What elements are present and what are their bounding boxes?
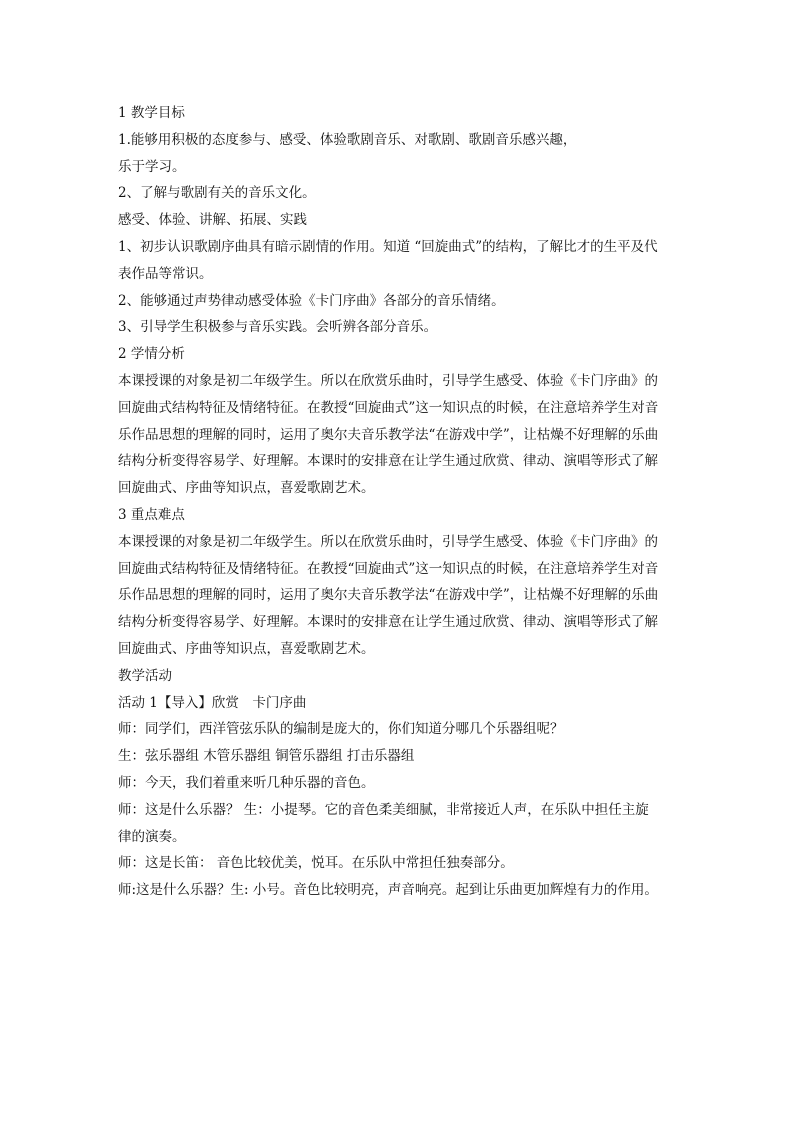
difficulty-line: 回旋曲式、序曲等知识点，喜爱歌剧艺术。	[118, 640, 375, 657]
dialogue-line: 律的演奏。	[118, 828, 186, 845]
heading-teaching-goals: 1 教学目标	[118, 105, 185, 121]
dialogue-line: 师：同学们，西洋管弦乐队的编制是庞大的，你们知道分哪几个乐器组呢？	[118, 721, 564, 738]
analysis-line: 结构分析变得容易学、好理解。本课时的安排意在让学生通过欣赏、律动、演唱等形式了解	[118, 453, 658, 470]
objective-line: 1、初步认识歌剧序曲具有暗示剧情的作用。知道 “回旋曲式”的结构，了解比才的生平及代	[118, 238, 658, 255]
heading-key-difficulties: 3 重点难点	[118, 506, 185, 523]
dialogue-line: 师:这是什么乐器？生: 小号。音色比较明亮，声音响亮。起到让乐曲更加辉煌有力的作用。	[118, 882, 658, 899]
dialogue-line: 师：今天，我们着重来听几种乐器的音色。	[118, 774, 375, 791]
objective-line: 2、能够通过声势律动感受体验《卡门序曲》各部分的音乐情绪。	[118, 292, 505, 309]
objective-line: 表作品等常识。	[118, 265, 213, 282]
analysis-line: 乐作品思想的理解的同时，运用了奥尔夫音乐教学法“在游戏中学”，让枯燥不好理解的乐曲	[118, 426, 659, 443]
goal-line: 2、了解与歌剧有关的音乐文化。	[118, 185, 316, 202]
difficulty-line: 结构分析变得容易学、好理解。本课时的安排意在让学生通过欣赏、律动、演唱等形式了解	[118, 614, 658, 631]
goal-line: 乐于学习。	[118, 158, 186, 175]
difficulty-line: 本课授课的对象是初二年级学生。所以在欣赏乐曲时，引导学生感受、体验《卡门序曲》的	[118, 533, 658, 550]
analysis-line: 本课授课的对象是初二年级学生。所以在欣赏乐曲时，引导学生感受、体验《卡门序曲》的	[118, 372, 658, 389]
dialogue-line: 师：这是什么乐器？ 生：小提琴。它的音色柔美细腻，非常接近人声，在乐队中担任主旋	[118, 801, 649, 818]
document-body	[118, 100, 680, 904]
goal-line: 1.能够用积极的态度参与、感受、体验歌剧音乐、对歌剧、歌剧音乐感兴趣，	[118, 131, 577, 148]
method-line: 感受、体验、讲解、拓展、实践	[118, 212, 307, 229]
heading-teaching-activities: 教学活动	[118, 667, 172, 684]
difficulty-line: 乐作品思想的理解的同时，运用了奥尔夫音乐教学法“在游戏中学”，让枯燥不好理解的乐曲	[118, 587, 659, 604]
dialogue-line: 师：这是长笛： 音色比较优美，悦耳。在乐队中常担任独奏部分。	[118, 855, 514, 872]
activity-title: 活动 1【导入】欣赏 卡门序曲	[118, 694, 307, 711]
heading-learner-analysis: 2 学情分析	[118, 346, 185, 363]
dialogue-line: 生：弦乐器组 木管乐器组 铜管乐器组 打击乐器组	[118, 748, 415, 765]
analysis-line: 回旋曲式结构特征及情绪特征。在教授“回旋曲式”这一知识点的时候，在注意培养学生对音	[118, 399, 659, 416]
analysis-line: 回旋曲式、序曲等知识点，喜爱歌剧艺术。	[118, 480, 375, 497]
difficulty-line: 回旋曲式结构特征及情绪特征。在教授“回旋曲式”这一知识点的时候，在注意培养学生对音	[118, 560, 659, 577]
objective-line: 3、引导学生积极参与音乐实践。会听辨各部分音乐。	[118, 319, 438, 336]
